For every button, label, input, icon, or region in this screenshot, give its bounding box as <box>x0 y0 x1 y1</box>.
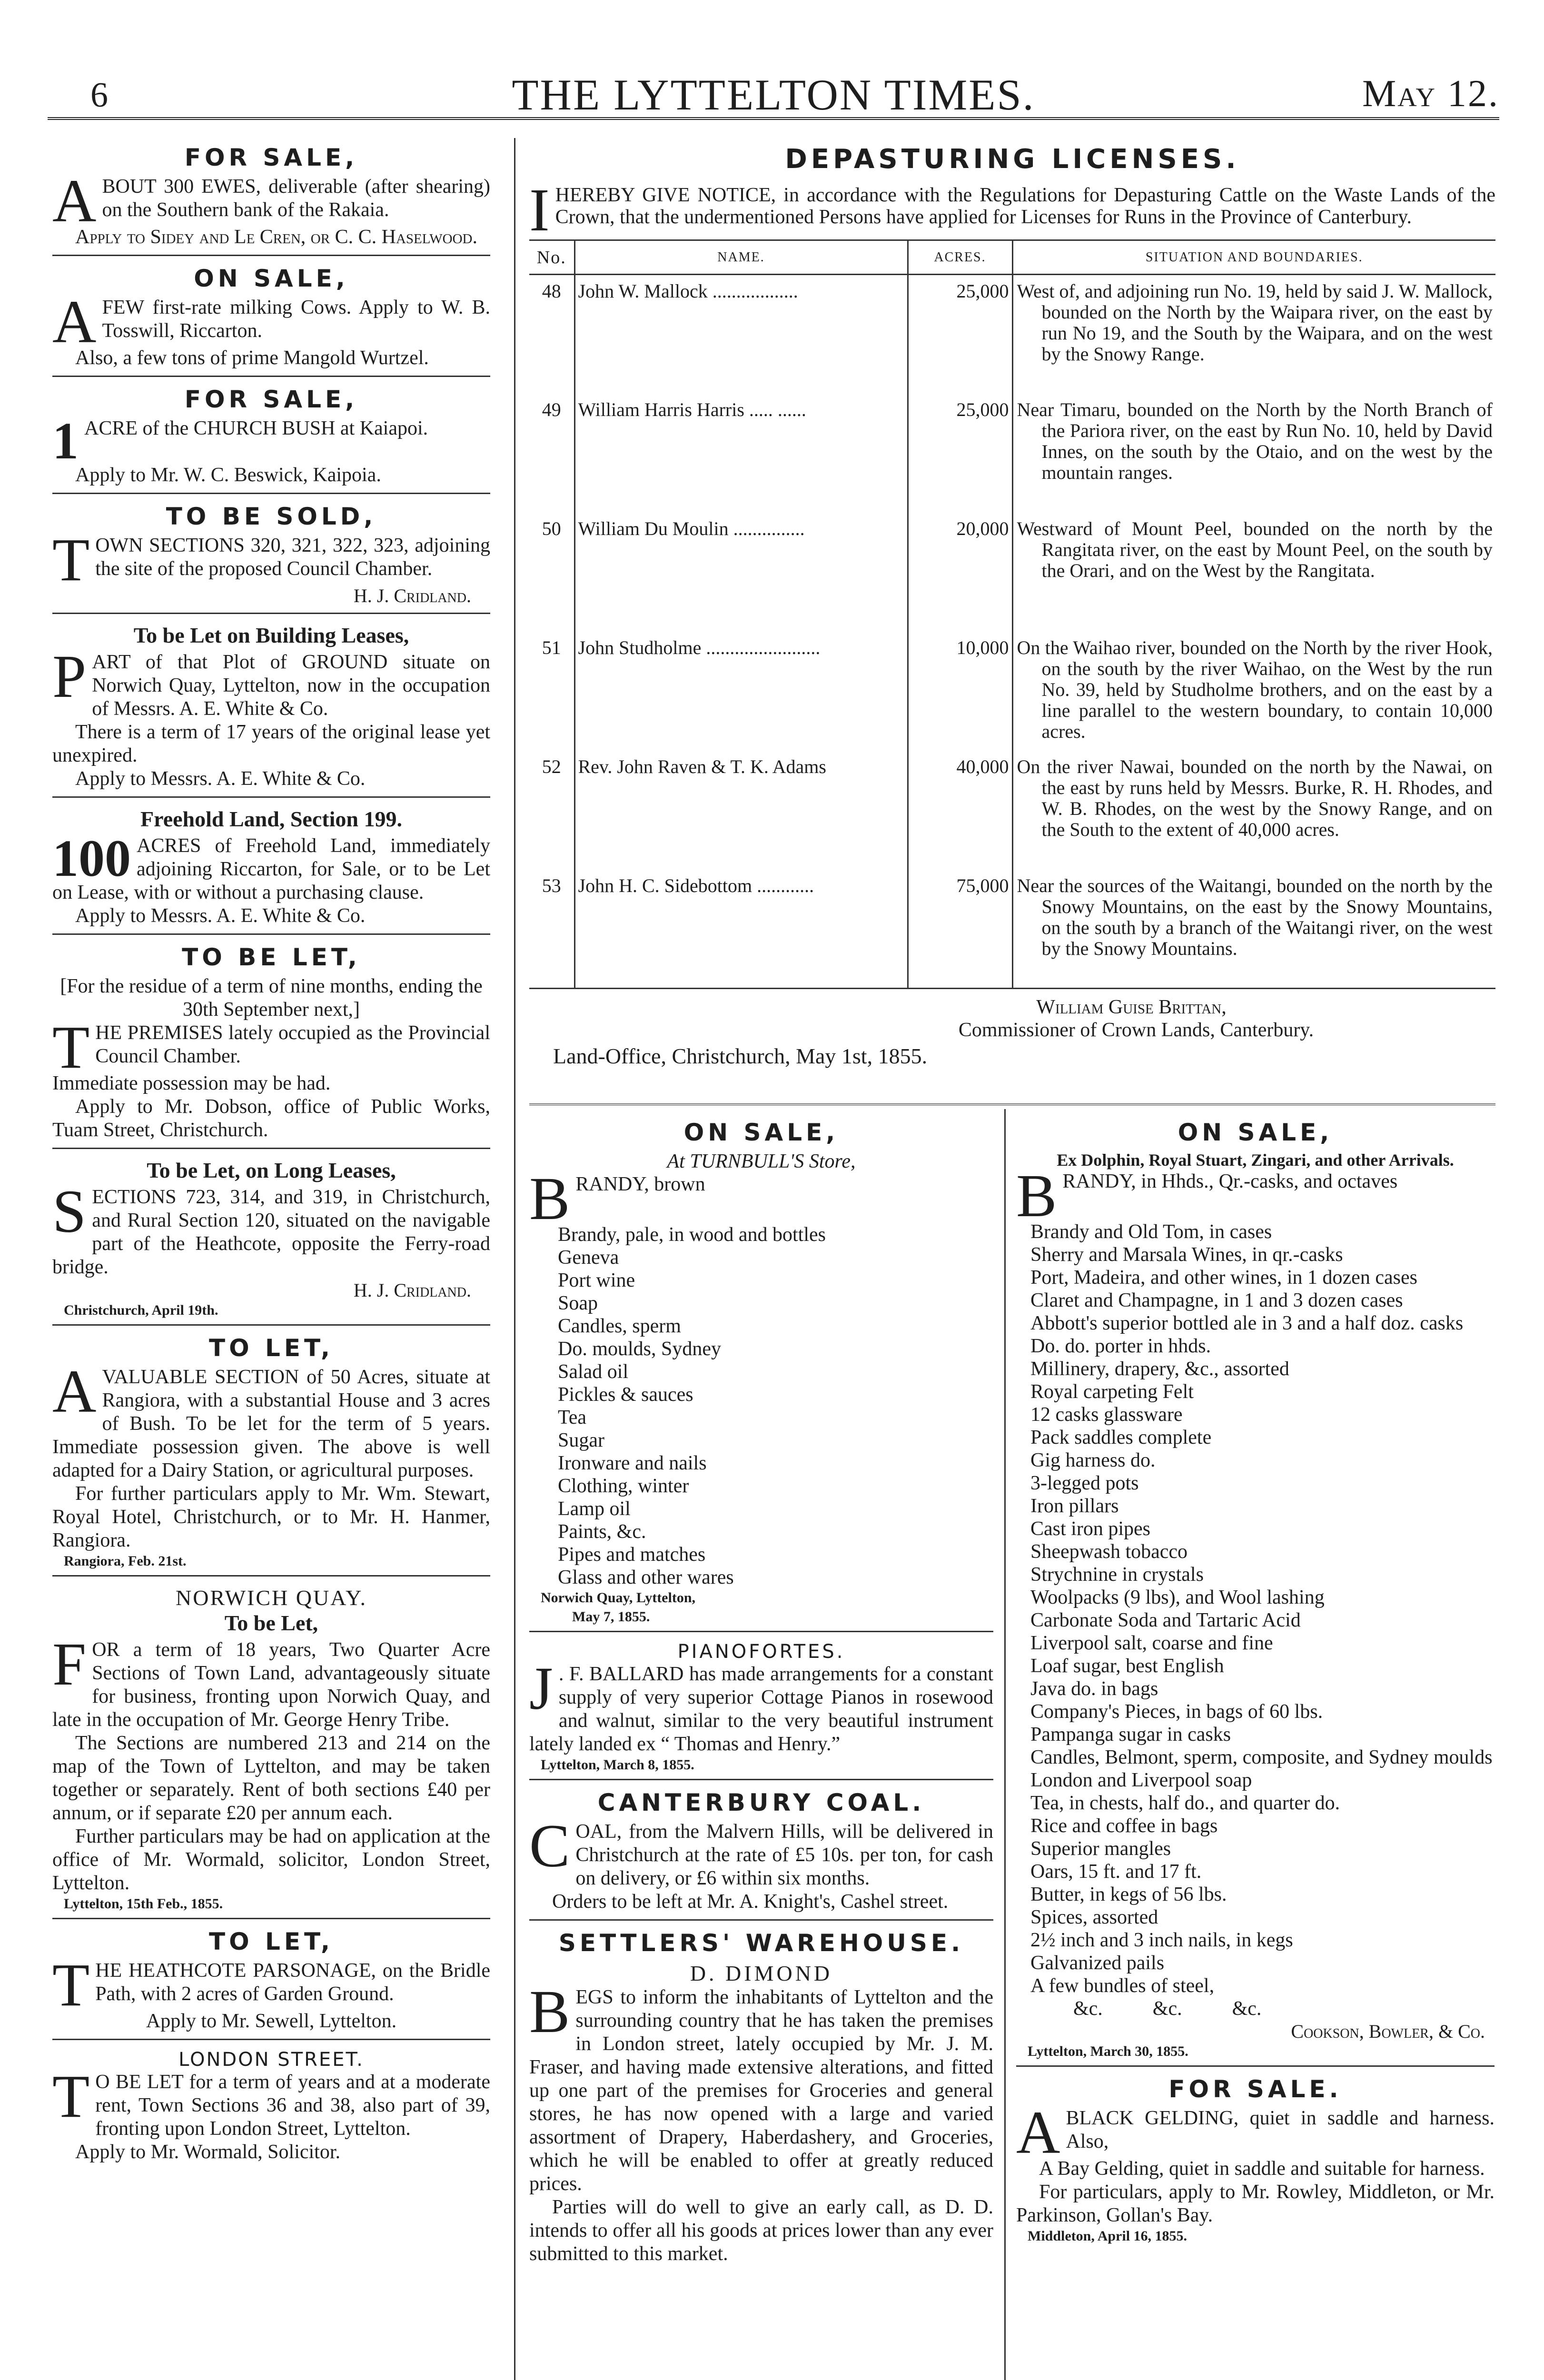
ad-heading: FOR SALE. <box>1168 2075 1342 2103</box>
cell-situation: On the river Nawai, bounded on the north by the Nawai, on the east by runs held by Messrs. Burke, R. H. Rhodes, and W. B. Rhodes, on the west by the Snowy Range, and on the South to the extent of 40,000 acres. <box>1012 751 1495 870</box>
column-left <box>52 144 490 2380</box>
ad-canterbury-coal <box>529 1789 993 1914</box>
ad-note: Also, a few tons of prime Mangold Wurtzel. <box>75 347 429 369</box>
ad-possession: Immediate possession may be had. <box>52 1072 331 1094</box>
ad-heading: PIANOFORTES. <box>677 1641 845 1663</box>
ad-heading: TO BE SOLD, <box>166 503 377 530</box>
ad-subheading: To be Let, <box>224 1611 318 1635</box>
list-item: Port wine <box>558 1269 635 1291</box>
cell-situation: West of, and adjoining run No. 19, held by said J. W. Mallock, bounded on the North by the Waipara river, on the east by run No 19, and the South by the Waipara, and on the west by the Snowy Range. <box>1012 275 1495 394</box>
ad-apply: Apply to Mr. W. C. Beswick, Kaipoia. <box>75 464 381 486</box>
list-item: Liverpool salt, coarse and fine <box>1030 1632 1273 1654</box>
drop-cap: P <box>52 643 87 710</box>
ad-heading: ON SALE, <box>194 265 349 292</box>
cell-acres: 20,000 <box>908 513 1012 632</box>
drop-cap: S <box>52 1178 87 1245</box>
divider <box>52 1918 490 1919</box>
list-item: 2½ inch and 3 inch nails, in kegs <box>1030 1929 1293 1951</box>
page-header <box>48 66 1499 132</box>
ad-date: Lyttelton, March 30, 1855. <box>1028 2043 1188 2059</box>
list-item: Spices, assorted <box>1030 1906 1158 1928</box>
ad-turnbull-store <box>529 1119 993 1625</box>
ad-date: Middleton, April 16, 1855. <box>1028 2228 1188 2244</box>
table-row <box>529 751 1495 870</box>
drop-cap: C <box>529 1812 570 1880</box>
list-item: Pipes and matches <box>558 1544 706 1566</box>
licenses-signature <box>529 996 1495 1041</box>
masthead: THE LYTTELTON TIMES. <box>512 70 1035 119</box>
list-item: Superior mangles <box>1030 1838 1171 1860</box>
list-item: Glass and other wares <box>558 1567 734 1588</box>
header-rule <box>48 117 1499 120</box>
ad-date: Christchurch, April 19th. <box>64 1302 218 1318</box>
cell-name: John H. C. Sidebottom ............ <box>574 870 908 989</box>
list-item: Rice and coffee in bags <box>1030 1815 1218 1837</box>
ad-date: Rangiora, Feb. 21st. <box>64 1553 187 1569</box>
ad-freehold-land <box>52 806 490 928</box>
ad-place: Norwich Quay, Lyttelton, <box>541 1590 696 1606</box>
ad-apply: Apply to Sidey and Le Cren, or C. C. Haselwood. <box>75 226 477 248</box>
ad-subheading: Ex Dolphin, Royal Stuart, Zingari, and other Arrivals. <box>1057 1150 1454 1170</box>
table-row <box>529 394 1495 513</box>
drop-cap: T <box>52 1013 90 1081</box>
list-item: Gig harness do. <box>1030 1449 1156 1471</box>
drop-cap: B <box>1016 1162 1057 1230</box>
list-item: Galvanized pails <box>1030 1952 1165 1974</box>
divider <box>529 1631 993 1632</box>
drop-cap: A <box>52 1358 97 1425</box>
ad-apply: Apply to Messrs. A. E. White & Co. <box>75 905 366 927</box>
ad-signature: H. J. Cridland. <box>353 585 471 606</box>
list-item: Butter, in kegs of 56 lbs. <box>1030 1884 1227 1905</box>
ad-text: ART of that Plot of GROUND situate on Norwich Quay, Lyttelton, now in the occupation of Messrs. A. E. White & Co. <box>92 651 490 720</box>
list-item: Tea <box>558 1407 587 1428</box>
ad-text: FEW first-rate milking Cows. Apply to W. B. Tosswill, Riccarton. <box>102 297 490 342</box>
column-rule-1 <box>514 138 515 2380</box>
drop-cap: T <box>52 1951 90 2019</box>
cell-acres: 40,000 <box>908 751 1012 870</box>
ad-text: ACRES of Freehold Land, immediately adjoining Riccarton, for Sale, or to be Let on Lease, with or without a purchasing clause. <box>52 835 490 903</box>
cell-acres: 75,000 <box>908 870 1012 989</box>
table-row <box>529 275 1495 394</box>
ad-signature: Cookson, Bowler, & Co. <box>1291 2021 1485 2042</box>
ad-council-chamber <box>52 943 490 1142</box>
ad-norwich-quay <box>52 1585 490 1912</box>
table-header-row <box>529 240 1495 275</box>
ad-text: BLACK GELDING, quiet in saddle and harness. Also, <box>1066 2107 1495 2152</box>
ad-town-sections <box>52 503 490 607</box>
ad-date: Lyttelton, March 8, 1855. <box>541 1757 694 1773</box>
column-header-no: No. <box>529 240 574 275</box>
divider <box>52 1575 490 1577</box>
drop-cap: A <box>1016 2099 1060 2166</box>
column-right <box>1016 1119 1495 2380</box>
list-item: Woolpacks (9 lbs), and Wool lashing <box>1030 1587 1325 1608</box>
list-item: Brandy, pale, in wood and bottles <box>558 1224 826 1246</box>
ad-paragraph: Further particulars may be had on application at the office of Mr. Wormald, solicitor, London Street, Lyttelton. <box>52 1825 490 1894</box>
divider <box>52 376 490 377</box>
divider <box>1016 2065 1495 2067</box>
list-item: Company's Pieces, in bags of 60 lbs. <box>1030 1701 1323 1723</box>
list-item: 12 casks glassware <box>1030 1404 1183 1426</box>
ad-heading: ON SALE, <box>1178 1119 1333 1146</box>
ad-paragraph: For particulars, apply to Mr. Rowley, Middleton, or Mr. Parkinson, Gollan's Bay. <box>1016 2181 1495 2226</box>
ad-long-leases <box>52 1158 490 1319</box>
drop-cap: T <box>52 2063 90 2130</box>
licenses-table <box>529 239 1495 989</box>
table-row <box>529 870 1495 989</box>
list-item: Do. moulds, Sydney <box>558 1338 722 1360</box>
cell-name: Rev. John Raven & T. K. Adams <box>574 751 908 870</box>
ad-paragraph: The Sections are numbered 213 and 214 on the map of the Town of Lyttelton, and may be taken together or separately. Rent of both sections £40 per annum, or if separate £20 per annum each. <box>52 1732 490 1824</box>
table-row <box>529 632 1495 751</box>
list-item: Port, Madeira, and other wines, in 1 dozen cases <box>1030 1267 1417 1289</box>
ad-heading: LONDON STREET. <box>178 2049 364 2071</box>
ad-subtitle: [For the residue of a term of nine months, ending the 30th September next,] <box>60 975 483 1021</box>
ad-london-street <box>52 2049 490 2164</box>
ad-apply: Apply to Messrs. A. E. White & Co. <box>75 768 366 790</box>
divider <box>52 796 490 798</box>
ad-ewes <box>52 144 490 249</box>
ad-building-leases <box>52 623 490 791</box>
drop-cap: J <box>529 1655 553 1722</box>
ad-text: BOUT 300 EWES, deliverable (after shearing) on the Southern bank of the Rakaia. <box>102 176 490 221</box>
column-header-acres: ACRES. <box>908 240 1012 275</box>
ad-text: OAL, from the Malvern Hills, will be delivered in Christchurch at the rate of £5 10s. per ton, for cash on delivery, or £6 within six months. <box>575 1821 993 1889</box>
ad-orders: Orders to be left at Mr. A. Knight's, Cashel street. <box>552 1891 949 1913</box>
list-item: Pampanga sugar in casks <box>1030 1724 1231 1745</box>
list-item: Java do. in bags <box>1030 1678 1158 1700</box>
list-item: Millinery, drapery, &c., assorted <box>1030 1358 1289 1380</box>
divider <box>529 1919 993 1921</box>
etc-line: &c. &c. &c. <box>1073 1998 1262 2020</box>
cell-no: 51 <box>542 636 561 658</box>
cell-situation: Near Timaru, bounded on the North by the North Branch of the Pariora river, on the east by Run No. 10, held by David Innes, on the south by the Otaio, and on the west by the mountain ranges. <box>1012 394 1495 513</box>
divider <box>52 933 490 935</box>
ad-ex-dolphin <box>1016 1119 1495 2060</box>
divider <box>52 493 490 494</box>
ad-text: OWN SECTIONS 320, 321, 322, 323, adjoining the site of the proposed Council Chamber. <box>95 535 490 580</box>
drop-cap: B <box>529 1165 570 1232</box>
list-item: Lamp oil <box>558 1498 631 1520</box>
list-item: Carbonate Soda and Tartaric Acid <box>1030 1609 1301 1631</box>
ad-pianofortes <box>529 1641 993 1773</box>
list-item: Tea, in chests, half do., and quarter do. <box>1030 1792 1340 1814</box>
list-item: Pack saddles complete <box>1030 1427 1212 1448</box>
ad-date: May 7, 1855. <box>572 1609 650 1625</box>
cell-acres: 25,000 <box>908 394 1012 513</box>
ad-text: EGS to inform the inhabitants of Lyttelton and the surrounding country that he has taken the premises in London street, lately occupied by Mr. J. M. Fraser, and having made extensive alterations, and fitted up one part of the premises for Groceries and general stores, he has now opened with a large and varied assortment of Drapery, Haberdashery, and Groceries, which he will be enabled to offer at greatly reduced prices. <box>529 1986 993 2195</box>
list-item: Loaf sugar, best English <box>1030 1655 1224 1677</box>
ad-apply: Apply to Mr. Dobson, office of Public Works, Tuam Street, Christchurch. <box>52 1096 490 1141</box>
divider <box>52 2039 490 2040</box>
ad-heading: NORWICH QUAY. <box>176 1586 367 1610</box>
ad-date: Lyttelton, 15th Feb., 1855. <box>64 1896 223 1912</box>
signer-name: William Guise Brittan, <box>1036 996 1227 1018</box>
cell-situation: Near the sources of the Waitangi, bounded on the north by the Snowy Mountains, on the east by the Snowy Mountains, on the south by a branch of the Waitangi river, on the west by the Snowy Mountains. <box>1012 870 1495 989</box>
cell-name: William Harris Harris ..... ...... <box>574 394 908 513</box>
list-item: Soap <box>558 1292 598 1314</box>
ad-heading: To be Let on Building Leases, <box>133 623 409 647</box>
cell-name: John Studholme ........................ <box>574 632 908 751</box>
list-item: Strychnine in crystals <box>1030 1564 1204 1586</box>
column-header-situation: SITUATION AND BOUNDARIES. <box>1012 240 1495 275</box>
cell-no: 53 <box>542 874 561 896</box>
ad-cows <box>52 265 490 370</box>
ad-church-bush <box>52 386 490 487</box>
ad-text: HE HEATHCOTE PARSONAGE, on the Bridle Path, with 2 acres of Garden Ground. <box>95 1960 490 2005</box>
list-item: Sherry and Marsala Wines, in qr.-casks <box>1030 1244 1343 1266</box>
list-item: Geneva <box>558 1247 619 1269</box>
list-item: Royal carpeting Felt <box>1030 1381 1194 1403</box>
ad-paragraph: Parties will do well to give an early call, as D. D. intends to offer all his goods at prices lower than any ever submitted to this market. <box>529 2196 993 2265</box>
ad-heading: CANTERBURY COAL. <box>597 1789 925 1816</box>
cell-situation: Westward of Mount Peel, bounded on the north by the Rangitata river, on the east by Mount Peel, on the south by the Orari, and on the West by the Rangitata. <box>1012 513 1495 632</box>
licenses-bottom-rule <box>529 1103 1495 1105</box>
list-item: Iron pillars <box>1030 1495 1119 1517</box>
depasturing-licenses <box>529 144 1495 1101</box>
ad-heading: TO BE LET, <box>182 943 361 971</box>
list-item: 3-legged pots <box>1030 1472 1139 1494</box>
ad-heathcote-parsonage <box>52 1928 490 2033</box>
drop-cap: T <box>52 526 90 594</box>
ad-heading: FOR SALE, <box>184 386 358 413</box>
goods-list <box>1016 1220 1495 1997</box>
page-number: 6 <box>90 76 108 115</box>
cell-name: John W. Mallock .................. <box>574 275 908 394</box>
cell-no: 50 <box>542 517 561 539</box>
column-middle <box>529 1119 993 2380</box>
drop-cap: F <box>52 1630 87 1698</box>
ad-proprietor: D. DIMOND <box>690 1961 833 1985</box>
divider <box>52 1148 490 1149</box>
ad-text: O BE LET for a term of years and at a moderate rent, Town Sections 36 and 38, also part of 39, fronting upon London Street, Lyttelton. <box>95 2071 490 2140</box>
issue-date: May 12. <box>1362 73 1499 115</box>
goods-list <box>529 1223 993 1589</box>
list-item: A few bundles of steel, <box>1030 1975 1215 1997</box>
drop-cap: I <box>529 176 550 244</box>
list-item: Claret and Champagne, in 1 and 3 dozen cases <box>1030 1289 1403 1311</box>
ad-heading: TO LET, <box>208 1334 334 1362</box>
ad-heading: FOR SALE, <box>184 144 358 171</box>
list-item: Candles, sperm <box>558 1315 681 1337</box>
list-item: Clothing, winter <box>558 1475 689 1497</box>
ad-text: VALUABLE SECTION of 50 Acres, situate at Rangiora, with a substantial House and 3 acres of Bush. To be let for the term of 5 years. Immediate possession given. The above is well adapted for a Dairy Station, or agricultural purposes. <box>52 1366 490 1481</box>
list-item: Ironware and nails <box>558 1452 707 1474</box>
list-item: Abbott's superior bottled ale in 3 and a half doz. casks <box>1030 1312 1464 1334</box>
list-item: London and Liverpool soap <box>1030 1769 1252 1791</box>
ad-apply: Apply to Mr. Sewell, Lyttelton. <box>146 2010 397 2032</box>
divider <box>52 613 490 614</box>
ad-black-gelding <box>1016 2075 1495 2244</box>
list-item: Pickles & sauces <box>558 1384 693 1406</box>
ad-settlers-warehouse <box>529 1929 993 2266</box>
ad-text: HE PREMISES lately occupied as the Provincial Council Chamber. <box>95 1022 490 1067</box>
ad-heading: Freehold Land, Section 199. <box>140 807 402 831</box>
ad-signature: H. J. Cridland. <box>353 1279 471 1301</box>
ad-text: . F. BALLARD has made arrangements for a constant supply of very superior Cottage Pianos in rosewood and walnut, similar to the very beautiful instrument lately landed ex “ Thomas and Henry.” <box>529 1663 993 1755</box>
cell-no: 52 <box>542 755 561 777</box>
ad-heading: TO LET, <box>208 1928 334 1955</box>
column-rule-2 <box>1004 1109 1006 2380</box>
list-item: Do. do. porter in hhds. <box>1030 1335 1211 1357</box>
list-item: Brandy and Old Tom, in cases <box>1030 1221 1272 1243</box>
licenses-intro: HEREBY GIVE NOTICE, in accordance with the Regulations for Depasturing Cattle on the Waste Lands of the Crown, that the undermentioned Persons have applied for Licenses for Runs in the Province of Canterbury. <box>555 184 1495 228</box>
drop-cap: 1 <box>52 412 79 470</box>
list-item: Candles, Belmont, sperm, composite, and Sydney moulds <box>1030 1746 1493 1768</box>
ad-heading: To be Let, on Long Leases, <box>147 1158 396 1182</box>
ad-rangiora-section <box>52 1334 490 1569</box>
ad-subheading: At TURNBULL'S Store, <box>667 1150 856 1172</box>
drop-cap: A <box>52 288 97 356</box>
drop-cap: 100 <box>52 829 131 887</box>
cell-no: 49 <box>542 398 561 420</box>
ad-apply: Apply to Mr. Wormald, Solicitor. <box>75 2141 341 2163</box>
divider <box>529 1779 993 1780</box>
list-item: Sheepwash tobacco <box>1030 1541 1188 1563</box>
cell-no: 48 <box>542 280 561 302</box>
cell-acres: 10,000 <box>908 632 1012 751</box>
drop-cap: B <box>529 1978 570 2045</box>
cell-situation: On the Waihao river, bounded on the North by the river Hook, on the south by the river Waihao, on the West by the run No. 39, held by Studholme brothers, and on the east by a line parallel to the western boundary, to contain 10,000 acres. <box>1012 632 1495 751</box>
list-first-item: RANDY, brown <box>575 1173 705 1195</box>
ad-apply: For further particulars apply to Mr. Wm. Stewart, Royal Hotel, Christchurch, or to Mr. H. Hanmer, Rangiora. <box>52 1483 490 1551</box>
ad-text: ECTIONS 723, 314, and 319, in Christchurch, and Rural Section 120, situated on the navigable part of the Heathcote, opposite the Ferry-road bridge. <box>52 1186 490 1278</box>
ad-heading: ON SALE, <box>683 1119 839 1146</box>
licenses-heading: DEPASTURING LICENSES. <box>785 144 1240 175</box>
ad-heading: SETTLERS' WAREHOUSE. <box>558 1929 964 1957</box>
ad-paragraph: A Bay Gelding, quiet in saddle and suitable for harness. <box>1039 2158 1485 2180</box>
drop-cap: A <box>52 167 97 235</box>
list-first-item: RANDY, in Hhds., Qr.-casks, and octaves <box>1062 1170 1398 1192</box>
list-item: Paints, &c. <box>558 1521 646 1543</box>
ad-text: ACRE of the CHURCH BUSH at Kaiapoi. <box>84 417 428 439</box>
list-item: Oars, 15 ft. and 17 ft. <box>1030 1861 1202 1883</box>
cell-name: William Du Moulin ............... <box>574 513 908 632</box>
divider <box>52 255 490 256</box>
licenses-location: Land-Office, Christchurch, May 1st, 1855. <box>553 1044 928 1068</box>
list-item: Salad oil <box>558 1361 629 1383</box>
signer-title: Commissioner of Crown Lands, Canterbury. <box>958 1019 1314 1041</box>
divider <box>52 1324 490 1326</box>
cell-acres: 25,000 <box>908 275 1012 394</box>
table-row <box>529 513 1495 632</box>
ad-text: OR a term of 18 years, Two Quarter Acre Sections of Town Land, advantageously situate for business, fronting upon Norwich Quay, and late in the occupation of Mr. George Henry Tribe. <box>52 1639 490 1731</box>
ad-term: There is a term of 17 years of the original lease yet unexpired. <box>52 721 490 766</box>
list-item: Cast iron pipes <box>1030 1518 1150 1540</box>
column-header-name: NAME. <box>574 240 908 275</box>
list-item: Sugar <box>558 1429 604 1451</box>
